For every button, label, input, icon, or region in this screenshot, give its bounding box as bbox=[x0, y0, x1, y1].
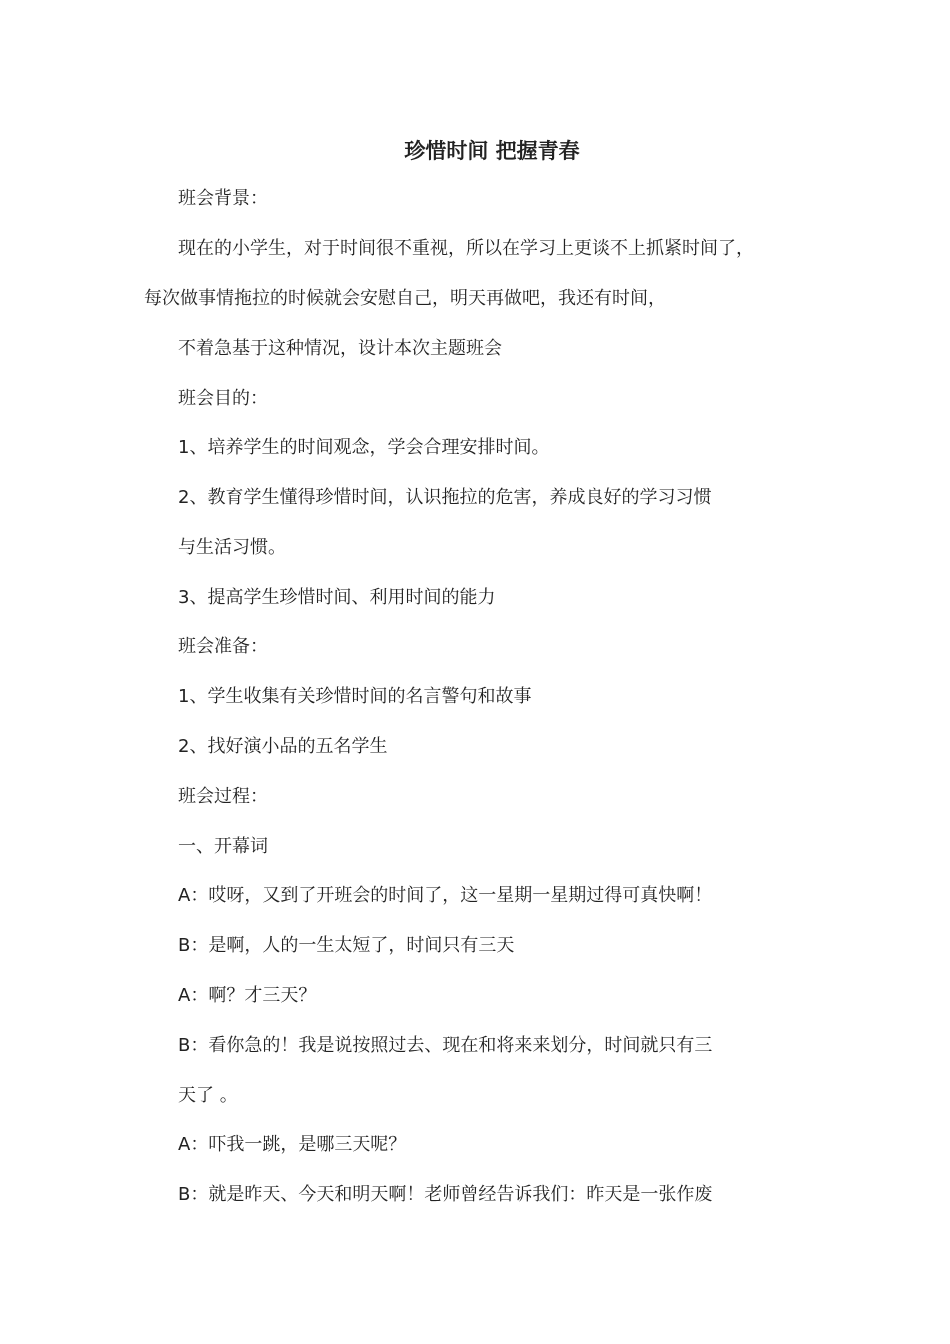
section-heading-purpose: 班会目的： bbox=[178, 388, 268, 409]
document-title: 珍惜时间 把握青春 bbox=[404, 139, 580, 163]
list-item: 2、教育学生懂得珍惜时间，认识拖拉的危害，养成良好的学习习惯 bbox=[178, 487, 712, 508]
dialogue-line: A：吓我一跳，是哪三天呢？ bbox=[178, 1134, 407, 1155]
paragraph-line: 不着急基于这种情况，设计本次主题班会 bbox=[178, 338, 502, 359]
paragraph-line: 每次做事情拖拉的时候就会安慰自己，明天再做吧，我还有时间， bbox=[144, 288, 666, 309]
list-item: 3、提高学生珍惜时间、利用时间的能力 bbox=[178, 587, 496, 608]
dialogue-line: B：是啊，人的一生太短了，时间只有三天 bbox=[178, 935, 515, 956]
section-heading-process: 班会过程： bbox=[178, 786, 268, 807]
dialogue-line: B：看你急的！我是说按照过去、现在和将来来划分，时间就只有三 bbox=[178, 1035, 713, 1056]
section-heading-background: 班会背景： bbox=[178, 188, 268, 209]
list-item: 1、培养学生的时间观念，学会合理安排时间。 bbox=[178, 437, 550, 458]
dialogue-line-continuation: 天了 。 bbox=[178, 1085, 238, 1106]
section-heading-preparation: 班会准备： bbox=[178, 636, 268, 657]
dialogue-line: B：就是昨天、今天和明天啊！老师曾经告诉我们：昨天是一张作废 bbox=[178, 1184, 713, 1205]
list-item: 1、学生收集有关珍惜时间的名言警句和故事 bbox=[178, 686, 532, 707]
list-item: 2、找好演小品的五名学生 bbox=[178, 736, 388, 757]
dialogue-line: A：哎呀，又到了开班会的时间了，这一星期一星期过得可真快啊！ bbox=[178, 885, 713, 906]
list-item-continuation: 与生活习惯。 bbox=[178, 537, 286, 558]
paragraph-line: 现在的小学生，对于时间很不重视，所以在学习上更谈不上抓紧时间了， bbox=[178, 238, 754, 259]
subsection-heading: 一、开幕词 bbox=[178, 836, 268, 857]
dialogue-line: A：啊？才三天？ bbox=[178, 985, 317, 1006]
